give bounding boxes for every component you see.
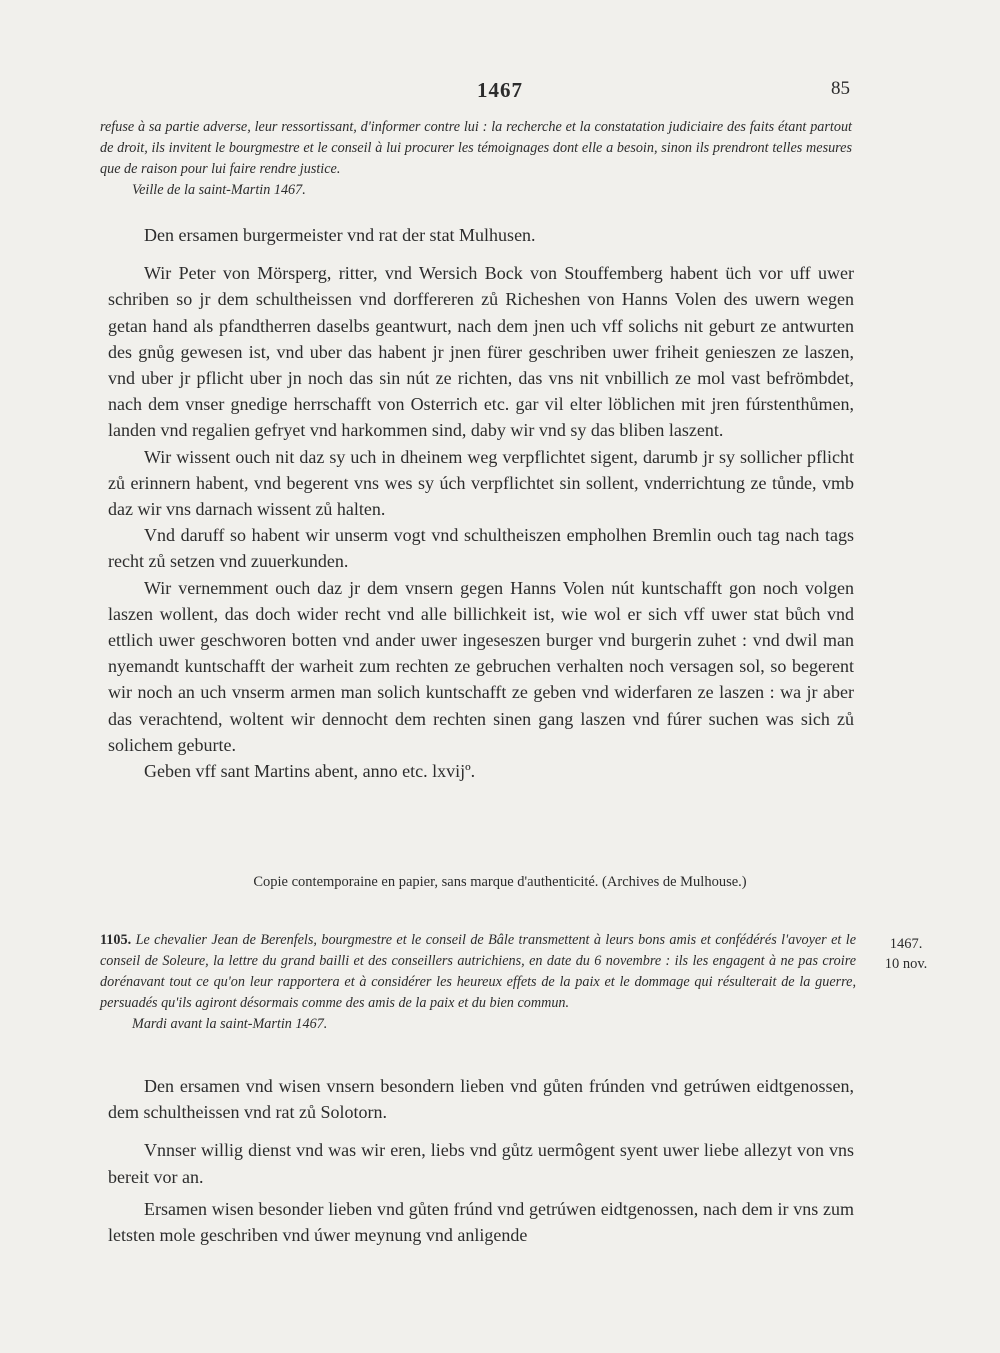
- entry-1104-closing: Geben vff sant Martins abent, anno etc. lxvijº.: [144, 761, 476, 782]
- entry-1105-summary-paragraph: [100, 930, 856, 1014]
- entry-1105-summary-text: Le chevalier Jean de Berenfels, bourgmestre et le conseil de Bâle transmettent à leurs bons amis et confédérés l'avoyer et le conseil de Soleure, la lettre du grand bailli et des conseillers autrichiens, en date du 6 novembre : ils les engagent à ne pas croire dorénavant tout ce qu'on leur rapportera et à considérer les heureux effets de la paix et le dommage qui résulterait de la guerre, persuadés qu'ils agiront désormais comme des amis de la paix et du bien commun.: [100, 932, 856, 1011]
- running-header: [0, 78, 1000, 108]
- entry-1105-letter: [108, 1073, 854, 1248]
- entry-1104-source-note: Copie contemporaine en papier, sans marque d'authenticité. (Archives de Mulhouse.): [253, 874, 747, 890]
- margin-day: 10 nov.: [884, 956, 928, 972]
- header-year: 1467: [477, 78, 523, 102]
- entry-1104-dateline: Veille de la saint-Martin 1467.: [132, 182, 306, 198]
- entry-1104-address: Den ersamen burgermeister vnd rat der stat Mulhusen.: [144, 225, 536, 245]
- entry-1105-margin-date: [872, 934, 940, 974]
- entry-1104-summary: [100, 117, 852, 201]
- entry-1105-summary: [100, 930, 856, 1035]
- entry-1104-paragraph: Wir Peter von Mörsperg, ritter, vnd Wersich Bock von Stouffemberg habent üch vor uff uwer schriben so jr dem schultheissen vnd dorffereren zů Richeshen von Hanns Volen des uwern wegen getan hand als pfandtherren daselbs geantwurt, nach dem jnen uch vff solichs nit geburt ze antwurten des gnůg gewesen ist, vnd uber das habent jr jnen fürer geschriben uwer friheit genieszen ze laszen, vnd uber jr pflicht uber jn noch das sin nút ze richten, das vns nit vnbillich ze mol vast befrömbdet, nach dem vnser gnedige herrschafft von Osterrich etc. gar vil elter löblichen mit jren fúrstenthůmen, landen vnd regalien gefryet vnd harkommen sind, daby wir vnd sy das bliben laszent.: [108, 263, 854, 441]
- entry-1104-letter: [108, 222, 854, 784]
- entry-1104-paragraph: Vnd daruff so habent wir unserm vogt vnd schultheiszen empholhen Bremlin ouch tag nach tags recht zů setzen vnd zuuerkunden.: [108, 525, 854, 572]
- entry-1105-opening: Ersamen wisen besonder lieben vnd gůten frúnd vnd getrúwen eidtgenossen, nach dem ir vns zum letsten mole geschriben vnd úwer meynung vnd anligende: [108, 1198, 854, 1246]
- page-number: 85: [831, 78, 850, 99]
- entry-1105-dateline: Mardi avant la saint-Martin 1467.: [132, 1016, 328, 1032]
- entry-1105-address: Den ersamen vnd wisen vnsern besondern lieben vnd gůten frúnden vnd getrúwen eidtgenossen, dem schultheissen vnd rat zů Solotorn.: [108, 1076, 854, 1123]
- entry-1105-greeting: Vnnser willig dienst vnd was wir eren, liebs vnd gůtz uermôgent syent uwer liebe allezyt von vns bereit vor an.: [108, 1140, 854, 1187]
- margin-year: 1467.: [889, 936, 923, 952]
- entry-1105-number: 1105.: [100, 932, 132, 948]
- entry-1104-paragraph: Wir wissent ouch nit daz sy uch in dheinem weg verpflichtet sigent, darumb jr sy sollicher pflicht zů erinnern habent, vnd begerent vns wes sy úch verpflichtet sin sollent, vnderrichtung ze tůnde, vmb daz wir vns darnach wissent zů halten.: [108, 446, 854, 520]
- entry-1104-summary-text: refuse à sa partie adverse, leur ressortissant, d'informer contre lui : la recherche et la constatation judiciaire des faits étant partout de droit, ils invitent le bourgmestre et le conseil à lui procurer les témoignages dont elle a besoin, sinon ils prendront telles mesures que de raison pour lui faire rendre justice.: [100, 119, 852, 177]
- entry-1104-paragraph: Wir vernemment ouch daz jr dem vnsern gegen Hanns Volen nút kuntschafft gon noch volgen laszen wollent, das doch wider recht vnd alle billichkeit ist, wie wol er sich vff uwer stat bůch vnd ettlich uwer geschworen botten vnd ander uwer ingeseszen burger vnd burgerin zuhet : vnd dwil man nyemandt kuntschafft der warheit zum rechten ze gebruchen verhalten noch versagen sol, so begerent wir noch an uch vnserm armen man solich kuntschafft ze geben vnd widerfaren ze laszen : wa jr aber das verachtend, woltent wir dennocht dem rechten sinen gang laszen vnd fúrer suchen was sich zů solichem geburte.: [108, 577, 854, 755]
